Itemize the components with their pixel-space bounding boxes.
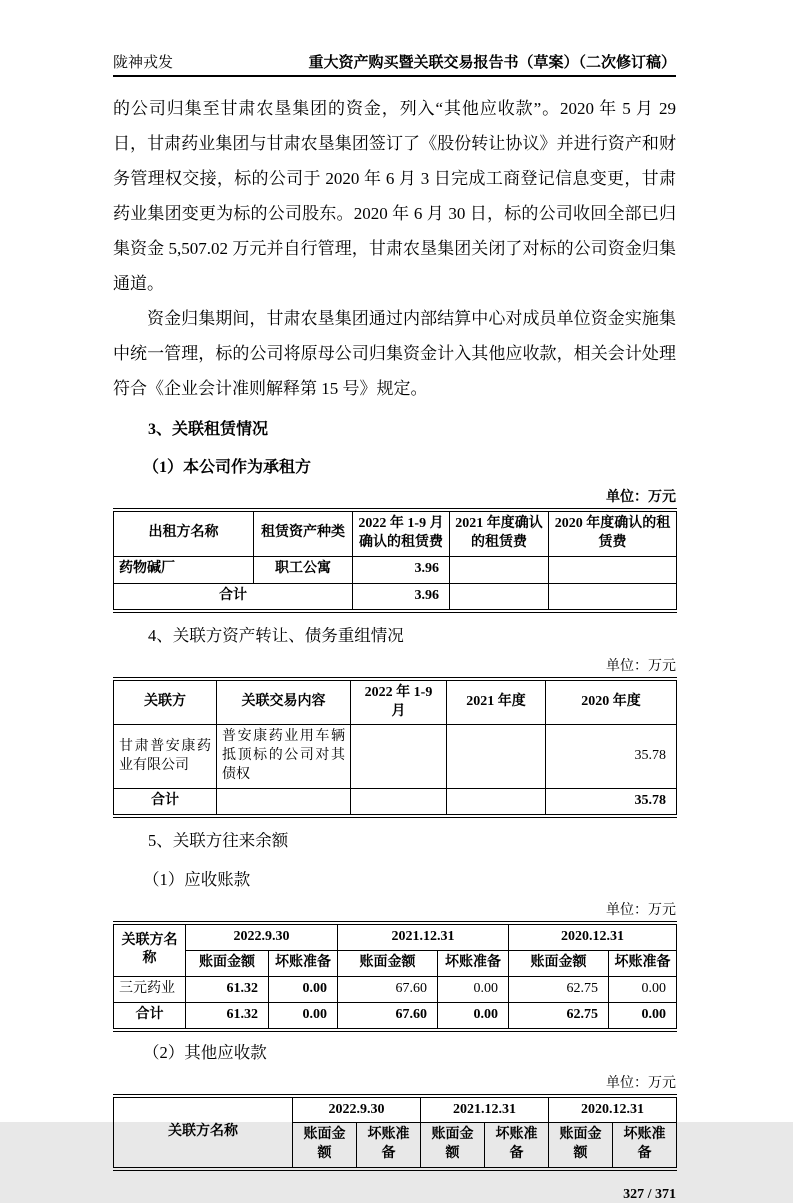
cell-2021	[447, 725, 546, 789]
cell-book-2020: 62.75	[509, 976, 609, 1002]
col-header-fee-2020: 2020 年度确认的租赁费	[549, 510, 677, 556]
cell-bad-2020: 0.00	[609, 976, 677, 1002]
cell-total-fee-2020	[549, 583, 677, 610]
col-header-content: 关联交易内容	[217, 679, 351, 725]
col-header-book-value: 账面金额	[186, 950, 269, 976]
col-header-2022: 2022 年 1-9 月	[351, 679, 447, 725]
subsection-heading-other-receivables: （2）其他应收款	[143, 1042, 267, 1062]
group-header-2022: 2022.9.30	[293, 1096, 421, 1123]
cell-party-name: 三元药业	[114, 976, 186, 1002]
cell-total-content	[217, 789, 351, 816]
col-header-party-name: 关联方名称	[114, 1096, 293, 1170]
table-header-row	[114, 679, 677, 725]
group-header-2022: 2022.9.30	[186, 923, 338, 950]
unit-label: 单位：万元	[606, 903, 676, 919]
section-heading-lease: 3、关联租赁情况	[148, 421, 269, 438]
table-subheader-row	[114, 950, 677, 976]
cell-2020: 35.78	[546, 725, 677, 789]
col-header-book-value: 账面金额	[421, 1123, 485, 1169]
table-header-row	[114, 923, 677, 950]
table-total-row	[114, 583, 677, 610]
cell-total-bad-2021: 0.00	[438, 1002, 509, 1029]
cell-party: 甘肃普安康药业有限公司	[114, 725, 217, 789]
asset-transfer-table	[113, 677, 677, 818]
table-header-row	[114, 1096, 677, 1123]
col-header-party: 关联方	[114, 679, 217, 725]
receivables-table	[113, 921, 677, 1032]
cell-total-label: 合计	[114, 789, 217, 816]
cell-lessor: 药物碱厂	[114, 556, 254, 583]
col-header-book-value: 账面金额	[509, 950, 609, 976]
cell-asset-type: 职工公寓	[254, 556, 353, 583]
cell-total-2022	[351, 789, 447, 816]
col-header-2020: 2020 年度	[546, 679, 677, 725]
header-report-title: 重大资产购买暨关联交易报告书（草案）（二次修订稿）	[308, 55, 676, 71]
section-heading-balances: 5、关联方往来余额	[148, 831, 289, 851]
col-header-bad-debt: 坏账准备	[357, 1123, 421, 1169]
col-header-lessor: 出租方名称	[114, 510, 254, 556]
cell-fee-2021	[450, 556, 549, 583]
table-row	[114, 725, 677, 789]
cell-total-book-2021: 67.60	[338, 1002, 438, 1029]
col-header-fee-2022: 2022 年 1-9 月确认的租赁费	[353, 510, 450, 556]
page-number: 327 / 371	[623, 1187, 676, 1203]
col-header-book-value: 账面金额	[549, 1123, 613, 1169]
subsection-heading-accounts-receivable: （1）应收账款	[143, 870, 251, 890]
col-header-book-value: 账面金额	[338, 950, 438, 976]
col-header-2021: 2021 年度	[447, 679, 546, 725]
col-header-fee-2021: 2021 年度确认的租赁费	[450, 510, 549, 556]
col-header-bad-debt: 坏账准备	[609, 950, 677, 976]
group-header-2021: 2021.12.31	[421, 1096, 549, 1123]
unit-label: 单位：万元	[606, 658, 676, 674]
group-header-2020: 2020.12.31	[549, 1096, 677, 1123]
cell-bad-2022: 0.00	[269, 976, 338, 1002]
header-company-name: 陇神戎发	[113, 55, 174, 71]
cell-total-book-2020: 62.75	[509, 1002, 609, 1029]
col-header-book-value: 账面金额	[293, 1123, 357, 1169]
table-total-row	[114, 789, 677, 816]
cell-total-book-2022: 61.32	[186, 1002, 269, 1029]
cell-content: 普安康药业用车辆抵顶标的公司对其债权	[217, 725, 351, 789]
table-row	[114, 976, 677, 1002]
paragraph-accounting-treatment: 资金归集期间，甘肃农垦集团通过内部结算中心对成员单位资金实施集中统一管理，标的公司将原母公司归集资金计入其他应收款，相关会计处理符合《企业会计准则解释第 15 号》规定。	[113, 309, 676, 398]
cell-total-bad-2020: 0.00	[609, 1002, 677, 1029]
cell-book-2022: 61.32	[186, 976, 269, 1002]
table-header-row	[114, 510, 677, 556]
paragraph-fund-collection: 的公司归集至甘肃农垦集团的资金，列入“其他应收款”。2020 年 5 月 29 日，甘肃药业集团与甘肃农垦集团签订了《股份转让协议》并进行资产和财务管理权交接，标的公司于 2020 年 6 月 3 日完成工商登记信息变更，甘肃药业集团变更为标的公司股东。2020 年 6 月 30 日，标的公司收回全部已归集资金 5,507.02 万元并自行管理，甘肃农垦集团关闭了对标的公司资金归集通道。	[113, 99, 676, 293]
running-header	[113, 0, 676, 77]
lease-table	[113, 508, 677, 613]
cell-fee-2022: 3.96	[353, 556, 450, 583]
cell-2022	[351, 725, 447, 789]
group-header-2021: 2021.12.31	[338, 923, 509, 950]
col-header-asset-type: 租赁资产种类	[254, 510, 353, 556]
other-receivables-table	[113, 1094, 677, 1172]
section-heading-asset-transfer: 4、关联方资产转让、债务重组情况	[148, 625, 404, 645]
cell-book-2021: 67.60	[338, 976, 438, 1002]
col-header-party-name: 关联方名称	[114, 923, 186, 976]
unit-label: 单位：万元	[606, 490, 676, 505]
col-header-bad-debt: 坏账准备	[613, 1123, 677, 1169]
cell-total-fee-2022: 3.96	[353, 583, 450, 610]
table-row	[114, 556, 677, 583]
col-header-bad-debt: 坏账准备	[269, 950, 338, 976]
cell-total-label: 合计	[114, 1002, 186, 1029]
cell-total-2021	[447, 789, 546, 816]
unit-label: 单位：万元	[606, 1075, 676, 1091]
col-header-bad-debt: 坏账准备	[438, 950, 509, 976]
cell-total-fee-2021	[450, 583, 549, 610]
cell-bad-2021: 0.00	[438, 976, 509, 1002]
group-header-2020: 2020.12.31	[509, 923, 677, 950]
subsection-heading-lessee: （1）本公司作为承租方	[143, 459, 312, 476]
cell-total-bad-2022: 0.00	[269, 1002, 338, 1029]
table-total-row	[114, 1002, 677, 1029]
cell-total-2020: 35.78	[546, 789, 677, 816]
cell-fee-2020	[549, 556, 677, 583]
col-header-bad-debt: 坏账准备	[485, 1123, 549, 1169]
cell-total-label: 合计	[114, 583, 353, 610]
